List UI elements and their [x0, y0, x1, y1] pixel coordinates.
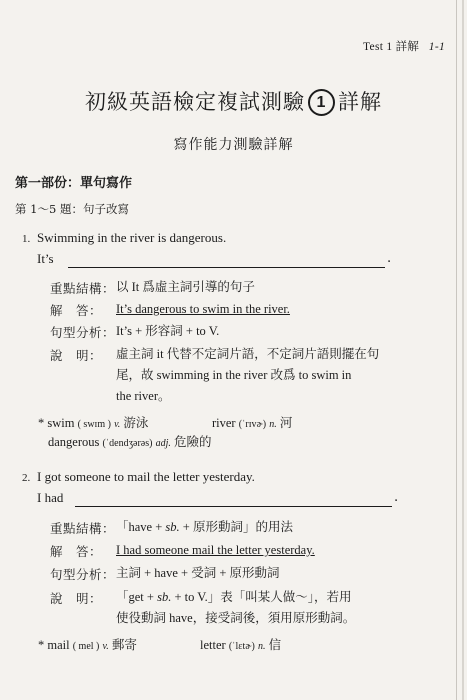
title-after: 詳解: [338, 90, 382, 114]
explain-text: [116, 344, 416, 407]
question-number: 1.: [22, 233, 31, 245]
answer-lead: It’s: [37, 251, 54, 266]
vocab-pos: v.: [102, 641, 109, 652]
question-sentence: Swimming in the river is dangerous.: [37, 230, 227, 245]
running-header: [363, 38, 445, 54]
question-sentence: I got someone to mail the letter yesterday.: [37, 469, 255, 484]
vocab-word: * mail: [38, 638, 70, 652]
section-subtitle: 寫作能力測驗詳解: [173, 137, 294, 153]
vocab-ipa: ( mel ): [72, 641, 100, 652]
question-2: [22, 469, 255, 485]
structure-sb: sb.: [165, 520, 180, 534]
vocab-entry-dangerous: [48, 432, 212, 450]
answer-blank: [68, 266, 385, 268]
structure-text: 以 It 爲虛主詞引導的句子: [116, 280, 255, 294]
question-1: [22, 230, 226, 246]
explain-part: 「get +: [116, 590, 158, 604]
explain-line-3: the river。: [116, 389, 171, 403]
structure-part: 「have +: [116, 520, 166, 534]
blank-period: .: [394, 490, 399, 505]
vocab-entry-letter: [200, 635, 281, 653]
vocab-pos: n.: [257, 641, 266, 652]
vocab-pos: adj.: [155, 438, 171, 449]
vocab-word: river: [212, 416, 236, 430]
question-range: 第 1～5 題：句子改寫: [15, 202, 129, 216]
answer-lead: I had: [37, 490, 64, 505]
structure-text: [116, 517, 416, 538]
explain-text: [116, 587, 416, 629]
vocab-word: letter: [200, 638, 226, 652]
explain-part: + to V.」表「叫某人做～」，若用: [171, 590, 352, 604]
vocab-ipa: (ˈdendʒərəs): [102, 438, 153, 449]
explain-line-1: 虛主詞 it 代替不定詞片語，不定詞片語則擺在句: [116, 347, 380, 361]
blank-period: .: [387, 251, 392, 266]
vocab-pos: n.: [269, 419, 277, 430]
vocab-word: dangerous: [48, 435, 100, 449]
part-heading: 第一部份：單句寫作: [15, 176, 133, 191]
answer-text: I had someone mail the letter yesterday.: [116, 543, 315, 557]
vocab-def: 河: [279, 416, 293, 430]
vocab-def: 危險的: [174, 435, 212, 449]
pattern-text: It’s + 形容詞 + to V.: [116, 324, 220, 338]
vocab-ipa: (ˈrɪvɚ): [238, 419, 267, 430]
label-structure: 重點結構：: [50, 521, 116, 536]
header-text: Test 1 詳解: [363, 41, 420, 53]
label-explain: 說 明：: [50, 348, 103, 363]
explain-line-1: [116, 587, 416, 608]
vocab-def: 郵寄: [111, 638, 137, 652]
label-answer: 解 答：: [50, 544, 103, 559]
label-pattern: 句型分析：: [50, 325, 116, 340]
vocab-ipa: ( swɪm ): [77, 419, 111, 430]
answer-blank: [75, 505, 392, 507]
title-before: 初級英語檢定複試測驗: [85, 90, 305, 114]
vocab-pos: v.: [114, 419, 121, 430]
vocab-def: 游泳: [123, 416, 149, 430]
explain-sb: sb.: [157, 590, 172, 604]
explain-line-2: 尾，故 swimming in the river 改爲 to swim in: [116, 368, 352, 382]
vocab-entry-swim: [38, 413, 148, 431]
structure-part: + 原形動詞」的用法: [179, 520, 293, 534]
label-answer: 解 答：: [50, 303, 103, 318]
label-pattern: 句型分析：: [50, 567, 116, 582]
vocab-ipa: (ˈlɛtɚ): [228, 641, 255, 652]
vocab-entry-mail: [38, 635, 137, 653]
vocab-def: 信: [268, 638, 282, 652]
label-structure: 重點結構：: [50, 281, 116, 296]
pattern-text: 主詞 + have + 受詞 + 原形動詞: [116, 566, 280, 580]
answer-text: It’s dangerous to swim in the river.: [116, 302, 290, 316]
page-number: 1-1: [428, 41, 445, 53]
test-number-badge: 1: [308, 89, 335, 116]
vocab-entry-river: [212, 413, 292, 431]
question-number: 2.: [22, 472, 31, 484]
label-explain: 說 明：: [50, 591, 103, 606]
explain-line-2: 使役動詞 have，接受詞後，須用原形動詞。: [116, 611, 356, 625]
vocab-word: * swim: [38, 416, 75, 430]
page-title: [0, 86, 467, 116]
